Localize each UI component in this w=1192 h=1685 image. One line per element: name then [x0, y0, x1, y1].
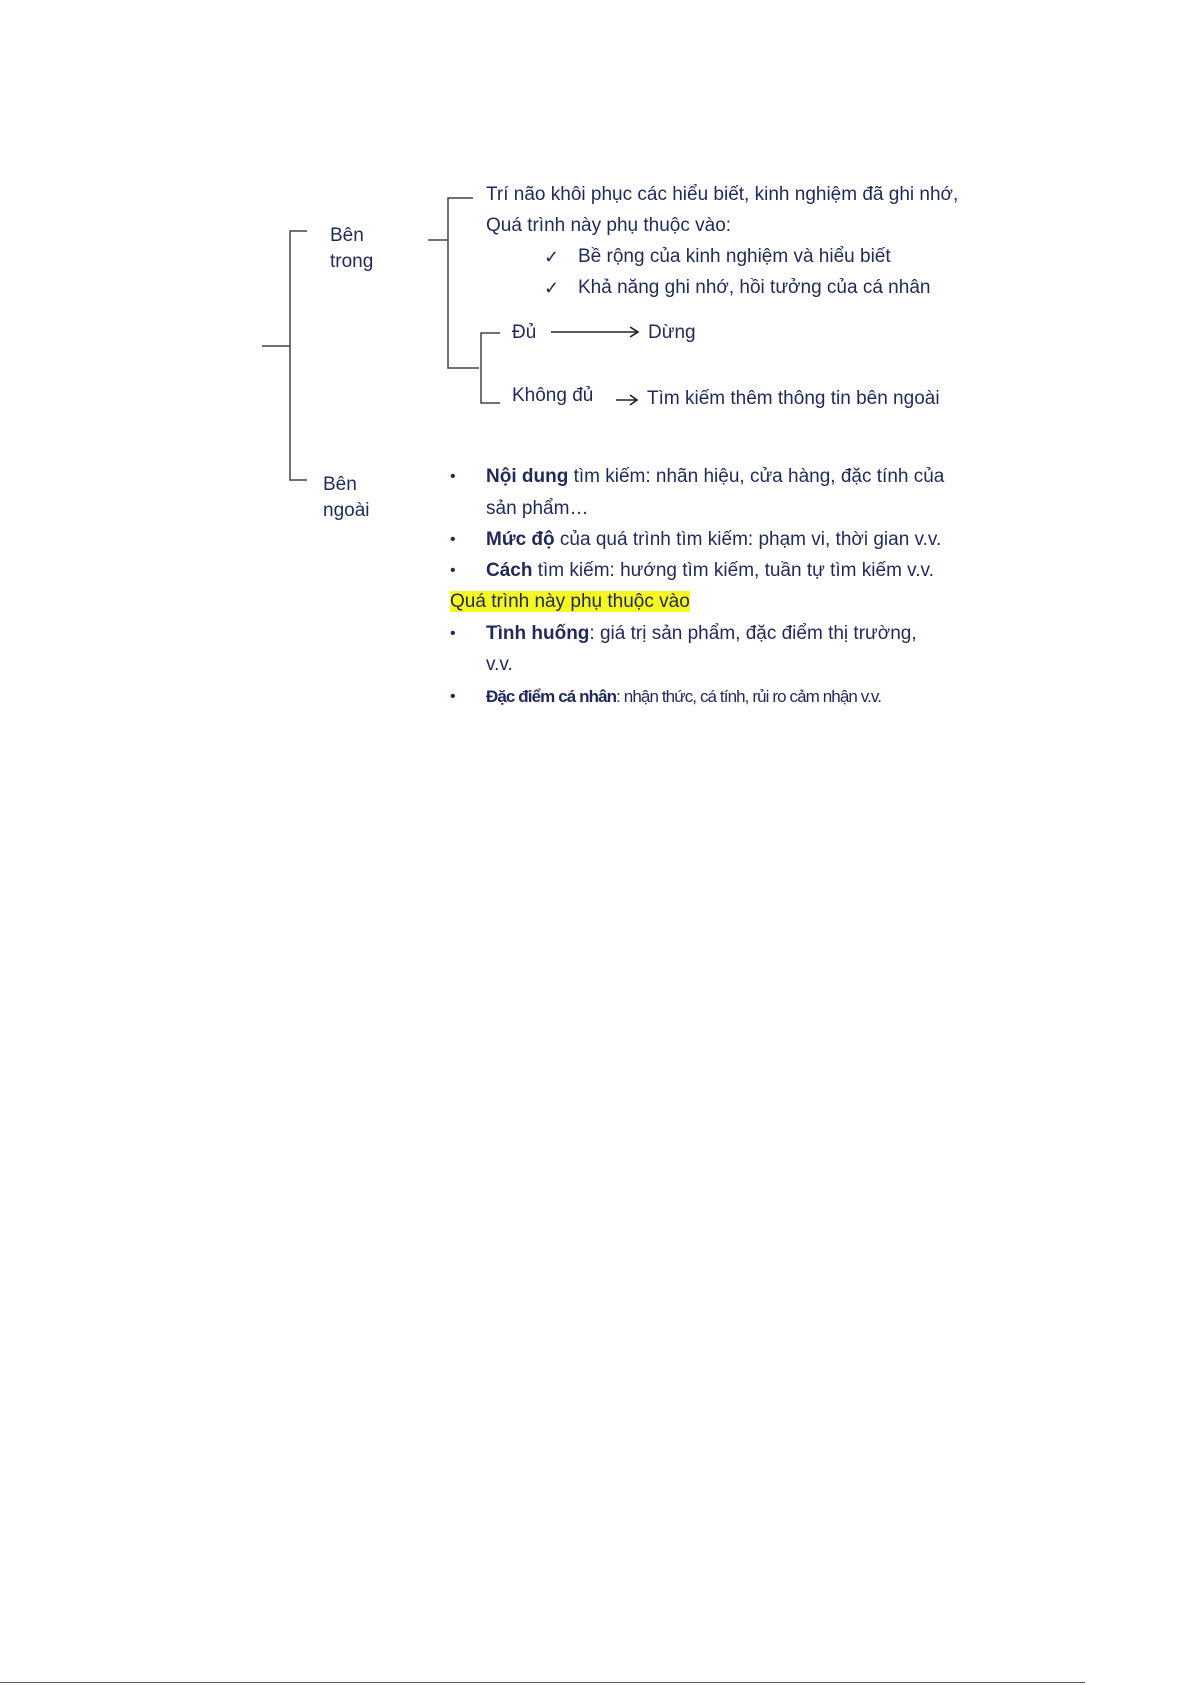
personal-item-text: : nhận thức, cá tính, rủi ro cảm nhận v.v. [616, 687, 882, 706]
branch-bracket [481, 333, 500, 403]
main-bracket [290, 231, 307, 480]
content-item-text: tìm kiếm: nhãn hiệu, cửa hàng, đặc tính của [568, 466, 945, 487]
outer-label-line1: Bên [323, 474, 357, 495]
inner-text-line1: Trí não khôi phục các hiểu biết, kinh nghiệm đã ghi nhớ, [486, 184, 959, 205]
stop-label: Dừng [648, 322, 696, 343]
inner-label-line1: Bên [330, 225, 364, 246]
personal-item-bold: Đặc điểm cá nhân [486, 687, 617, 706]
check-item: Bề rộng của kinh nghiệm và hiểu biết [578, 246, 891, 267]
level-item [486, 528, 941, 552]
inner-label-line2: trong [330, 251, 374, 272]
bullet-icon: • [450, 531, 456, 548]
bullet-icon: • [450, 562, 456, 579]
outer-label-line2: ngoài [323, 500, 370, 521]
not-enough-label: Không đủ [512, 385, 594, 406]
inner-bracket [448, 198, 479, 368]
depends-highlight [450, 590, 690, 614]
method-item-bold: Cách [486, 560, 533, 581]
content-item-bold: Nội dung [486, 466, 569, 487]
check-icon: ✓ [544, 247, 560, 267]
situation-item-text: : giá trị sản phẩm, đặc điểm thị trường, [589, 623, 917, 644]
page-bottom-rule [0, 1682, 1085, 1683]
level-item-bold: Mức độ [486, 529, 555, 550]
content-item [486, 465, 944, 489]
check-item: Khả năng ghi nhớ, hồi tưởng của cá nhân [578, 277, 931, 298]
situation-item-bold: Tình huống [486, 623, 590, 644]
bullet-icon: • [450, 625, 456, 642]
method-item-text: tìm kiếm: hướng tìm kiếm, tuần tự tìm kiếm v.v. [532, 560, 934, 581]
situation-item-cont: v.v. [486, 654, 513, 675]
method-item [486, 559, 934, 583]
enough-label: Đủ [512, 322, 537, 343]
bullet-icon: • [450, 688, 456, 705]
content-item-cont: sản phẩm… [486, 498, 589, 519]
level-item-text: của quá trình tìm kiếm: phạm vi, thời gian v.v. [554, 529, 942, 550]
personal-item [486, 685, 881, 709]
situation-item [486, 622, 917, 646]
search-external-label: Tìm kiếm thêm thông tin bên ngoài [647, 388, 940, 409]
check-icon: ✓ [544, 278, 560, 298]
depends-text: Quá trình này phụ thuộc vào [450, 591, 690, 612]
bullet-icon: • [450, 468, 456, 485]
inner-text-line2: Quá trình này phụ thuộc vào: [486, 215, 732, 236]
